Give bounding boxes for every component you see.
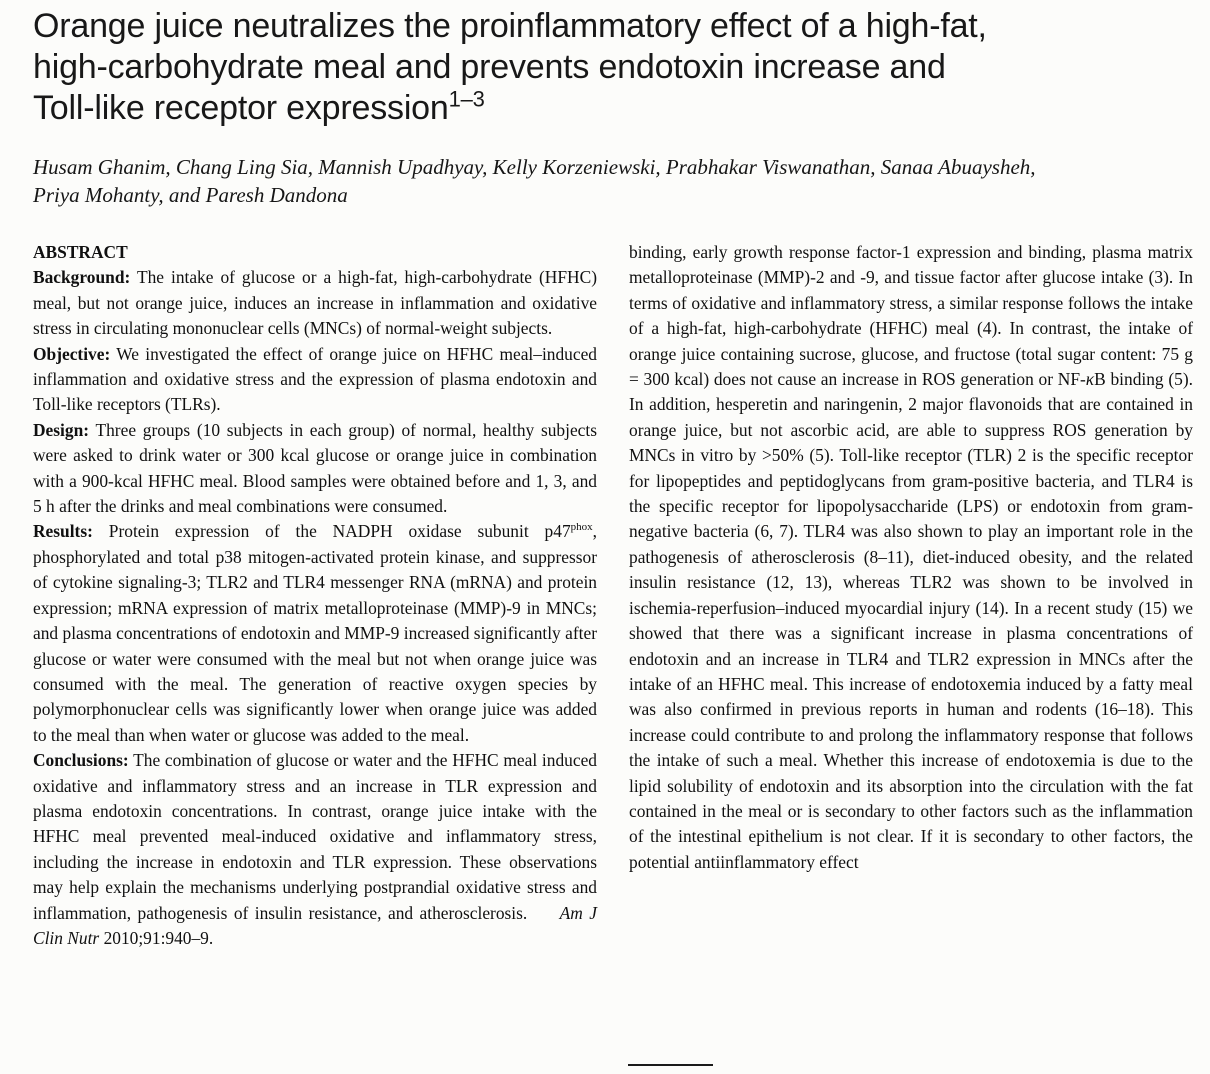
nf-kb-kappa: κ	[1085, 369, 1095, 390]
abstract-design-paragraph	[33, 418, 597, 520]
results-label: Results:	[33, 521, 93, 542]
objective-text: We investigated the effect of orange juice on HFHC meal–induced inflammation and oxidative stress and the expression of plasma endotoxin and Toll-like receptors (TLRs).	[33, 343, 597, 415]
results-text-post: , phosphorylated and total p38 mitogen-activated protein kinase, and suppressor of cytokine signaling-3; TLR2 and TLR4 messenger RNA (mRNA) and protein expression; mRNA expression of matrix metalloproteinase (MMP)-9 in MNCs; and plasma concentrations of endotoxin and MMP-9 increased significantly after glucose or water were consumed with the meal but not when orange juice was consumed with the meal. The generation of reactive oxygen species by polymorphonuclear cells was significantly lower when orange juice was added to the meal than when water or glucose was added to the meal.	[33, 521, 597, 745]
design-text: Three groups (10 subjects in each group) of normal, healthy subjects were asked to drink water or 300 kcal glucose or orange juice in combination with a 900-kcal HFHC meal. Blood samples were obtained before and 1, 3, and 5 h after the drinks and meal combinations were consumed.	[33, 419, 597, 517]
abstract-heading: ABSTRACT	[33, 242, 128, 262]
title-line-3	[33, 88, 1193, 129]
left-column-abstract	[33, 240, 597, 951]
abstract-objective-paragraph	[33, 342, 597, 418]
title-line-2: high-carbohydrate meal and prevents endotoxin increase and	[33, 48, 946, 86]
introduction-paragraph	[629, 240, 1193, 875]
abstract-background-paragraph	[33, 265, 597, 341]
abstract-results-paragraph	[33, 519, 597, 748]
title-line-3-text: Toll-like receptor expression	[33, 89, 449, 127]
conclusions-text: The combination of glucose or water and the HFHC meal induced oxidative and inflammatory stress and an increase in TLR expression and plasma endotoxin concentrations. In contrast, orange juice intake with the HFHC meal prevented meal-induced oxidative and inflammatory stress, including the increase in endotoxin and TLR expression. These observations may help explain the mechanisms underlying postprandial oxidative stress and inflammation, pathogenesis of insulin resistance, and atherosclerosis.	[33, 750, 597, 923]
author-list	[33, 153, 1198, 209]
intro-text-part2: B binding (5). In addition, hesperetin and naringenin, 2 major flavonoids that are contained in orange juice, but not ascorbic acid, are able to suppress ROS generation by MNCs in vitro by >50% (5). Toll-like receptor (TLR) 2 is the specific receptor for lipopeptides and peptidoglycans from gram-positive bacteria, and TLR4 is the specific receptor for lipopolysaccharide (LPS) or endotoxin from gram-negative bacteria (6, 7). TLR4 was also shown to play an important role in the pathogenesis of atherosclerosis (8–11), diet-induced obesity, and the related insulin resistance (12, 13), whereas TLR2 was shown to be involved in ischemia-reperfusion–induced myocardial injury (14). In a recent study (15) we showed that there was a significant increase in plasma concentrations of endotoxin and an increase in TLR4 and TLR2 expression in MNCs after the intake of an HFHC meal. This increase of endotoxemia induced by a fatty meal was also confirmed in previous reports in human and rodents (16–18). This increase could contribute to and prolong the inflammatory response that follows the intake of such a meal. Whether this increase of endotoxemia is due to the lipid solubility of endotoxin and its absorption into the circulation with the fat contained in the meal or is secondary to other factors such as the inflammation of the intestinal epithelium is not clear. If it is secondary to other factors, the potential antiinflammatory effect	[629, 369, 1193, 872]
background-text: The intake of glucose or a high-fat, high-carbohydrate (HFHC) meal, but not orange juice, induces an increase in inflammation and oxidative stress in circulating mononuclear cells (MNCs) of normal-weight subjects.	[33, 267, 597, 339]
authors-line-2: Priya Mohanty, and Paresh Dandona	[33, 183, 348, 207]
right-column-introduction	[629, 240, 1193, 951]
design-label: Design:	[33, 419, 90, 440]
background-label: Background:	[33, 267, 131, 288]
abstract-conclusions-paragraph	[33, 748, 597, 951]
footnote-rule	[628, 1064, 713, 1066]
objective-label: Objective:	[33, 343, 111, 364]
results-phox-superscript: phox	[570, 521, 593, 534]
article-title	[33, 6, 1193, 129]
title-footnote-superscript: 1–3	[448, 86, 485, 112]
intro-text-part1: binding, early growth response factor-1 expression and binding, plasma matrix metalloproteinase (MMP)-2 and -9, and tissue factor after glucose intake (3). In terms of oxidative and inflammatory stress, a similar response follows the intake of a high-fat, high-carbohydrate (HFHC) meal (4). In contrast, the intake of orange juice containing sucrose, glucose, and fructose (total sugar content: 75 g = 300 kcal) does not cause an increase in ROS generation or NF-	[629, 242, 1193, 390]
journal-name: Am J Clin Nutr	[33, 902, 597, 948]
results-text-pre: Protein expression of the NADPH oxidase subunit p47	[108, 521, 571, 542]
body-columns	[33, 240, 1193, 951]
title-line-1: Orange juice neutralizes the proinflammatory effect of a high-fat,	[33, 7, 987, 45]
journal-citation: 2010;91:940–9.	[103, 927, 214, 948]
conclusions-label: Conclusions:	[33, 750, 129, 771]
authors-line-1: Husam Ghanim, Chang Ling Sia, Mannish Upadhyay, Kelly Korzeniewski, Prabhakar Viswanathan, Sanaa Abuaysheh,	[33, 155, 1036, 179]
